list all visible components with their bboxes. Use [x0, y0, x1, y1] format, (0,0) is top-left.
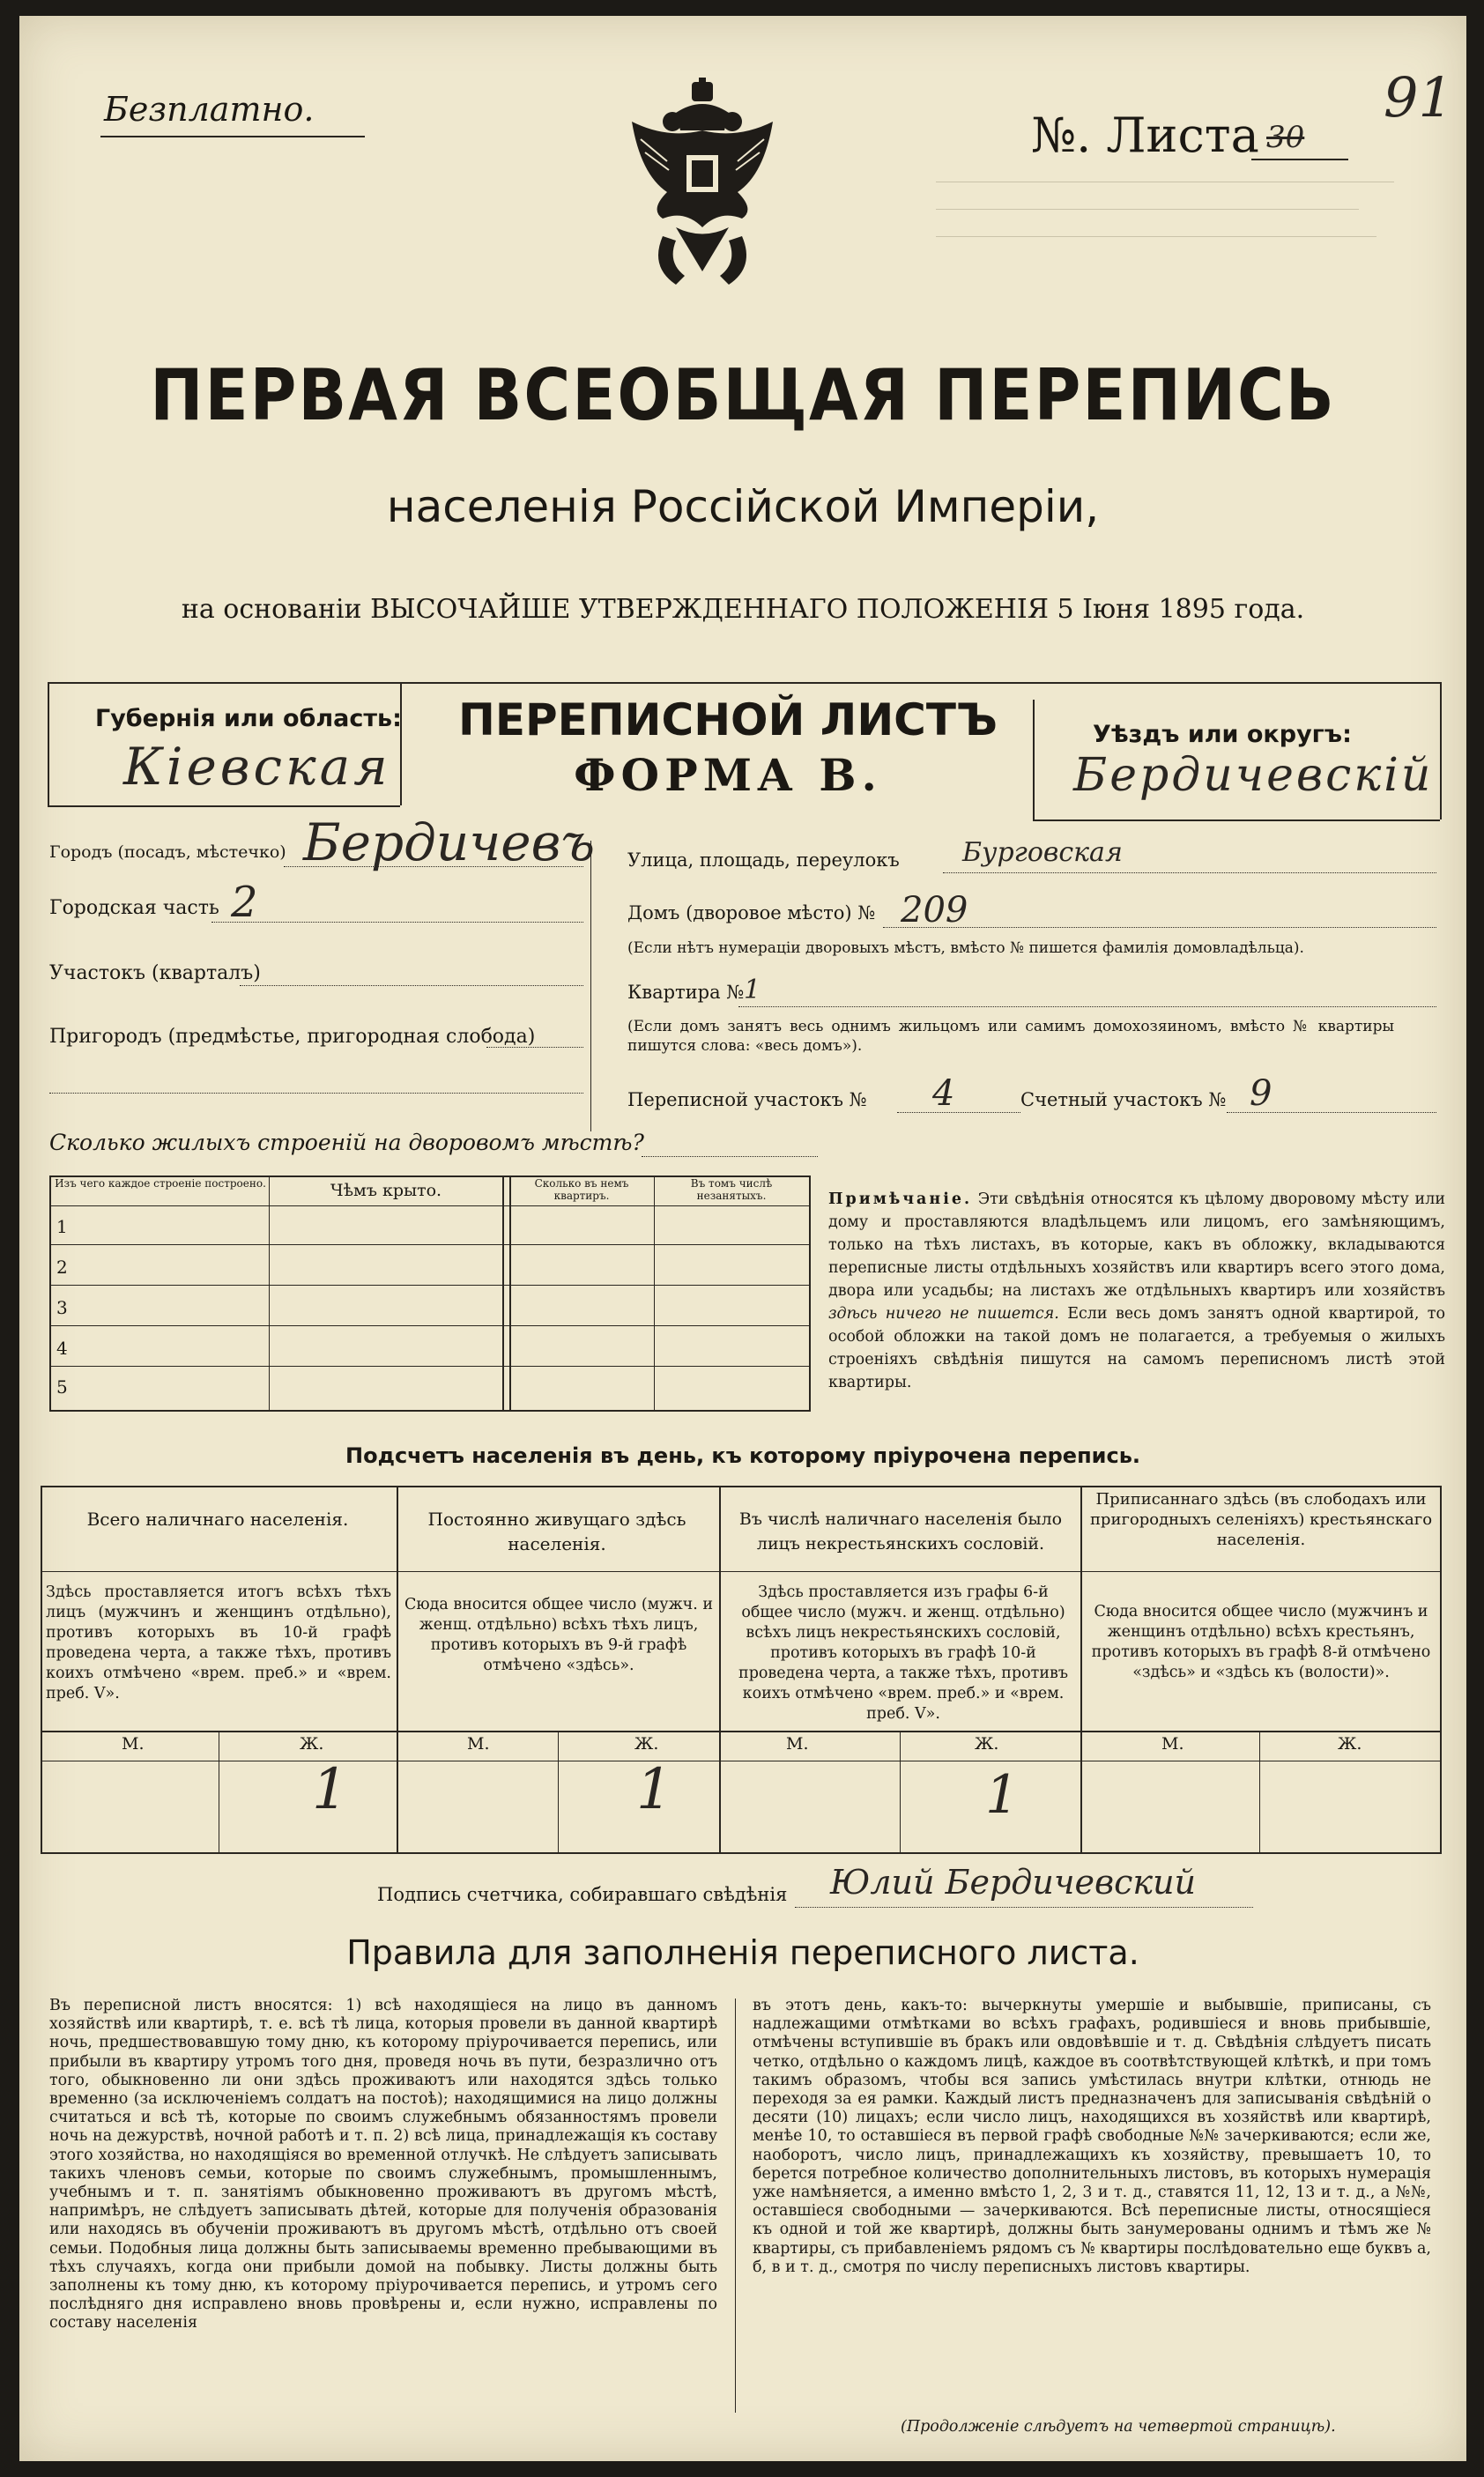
- rules-right-column: въ этотъ день, какъ-то: вычеркнуты умершіе и выбывшіе, приписаны, съ надлежащими отмѣтками во всѣхъ графахъ, родившіеся и вновь прибывшіе, отмѣчены вступившіе въ бракъ или овдовѣвшіе и т. д. Свѣдѣнія слѣдуетъ писать четко, отдѣльно о каждомъ лицѣ, каждое въ соотвѣтствующей клѣткѣ, и при томъ такимъ образомъ, чтобы вся запись умѣстилась внутри клѣтки, отнюдь не переходя за ея рамки. Каждый листъ предназначенъ для записыванія свѣдѣній о десяти (10) лицахъ; если число лицъ, находящихся въ хозяйствѣ или квартирѣ, менѣе 10, то оставшіеся въ первой графѣ свободные №№ зачеркиваются; если же, наоборотъ, число лицъ, принадлежащихъ къ хозяйству, превышаетъ 10, то берется потребное количество дополнительныхъ листовъ, въ которыхъ нумерація уже намѣняется, а именно вмѣсто 1, 2, 3 и т. д., ставятся 11, 12, 13 и т. д., а №№, оставшіеся свободными — зачеркиваются. Всѣ переписные листы, относящіеся къ одной и той же квартирѣ, должны быть занумерованы однимъ и тѣмъ же № квартиры, съ прибавленіемъ рядомъ съ № квартиры послѣдовательно еще буквъ а, б, в и т. д., смотря по числу переписныхъ листовъ квартиры.: [753, 1997, 1431, 2276]
- main-title: ПЕРВАЯ ВСЕОБЩАЯ ПЕРЕПИСЬ: [150, 352, 1336, 437]
- pop-col4-f-label: Ж.: [1338, 1734, 1362, 1754]
- census-section-label: Переписной участокъ №: [627, 1089, 867, 1110]
- pop-col3-f-value: 1: [985, 1764, 1020, 1826]
- pop-col4-m-label: М.: [1161, 1734, 1184, 1754]
- rules-title: Правила для заполненія переписного листа.: [346, 1933, 1139, 1972]
- signature-label: Подпись счетчика, собиравшаго свѣдѣнія: [377, 1884, 788, 1905]
- form-type: ФОРМА В.: [574, 749, 882, 801]
- pop-col4-header: Приписаннаго здѣсь (въ слободахъ или пригородныхъ селеніяхъ) крестьянскаго населенія.: [1089, 1490, 1433, 1549]
- street-value: Бурговская: [962, 837, 1123, 868]
- note-text-italic: здѣсь ничего не пишется.: [828, 1305, 1059, 1323]
- census-section-value: 4: [932, 1073, 955, 1114]
- city-part-value: 2: [231, 878, 258, 927]
- apartment-value: 1: [744, 975, 761, 1005]
- suburb-label: Пригородъ (предмѣстье, пригородная слобода): [49, 1026, 536, 1048]
- pop-col3-header: Въ числѣ наличнаго населенія было лицъ некрестьянскихъ сословій.: [738, 1509, 1063, 1554]
- rules-continued: (Продолженіе слѣдуетъ на четвертой страницѣ).: [901, 2418, 1336, 2436]
- pop-col1-body: Здѣсь проставляется итогъ всѣхъ тѣхъ лицъ (мужчинъ и женщинъ отдѣльно), противъ которыхъ въ 10-й графѣ проведена черта, а также тѣхъ, противъ коихъ отмѣчено «врем. преб.» и «врем. преб. V».: [46, 1583, 391, 1702]
- district-label: Уѣздъ или округъ:: [1093, 721, 1352, 748]
- population-title: Подсчетъ населенія въ день, къ которому пріурочена перепись.: [345, 1443, 1140, 1468]
- count-section-value: 9: [1250, 1073, 1273, 1114]
- census-sheet: [19, 16, 1466, 2461]
- city-value: Бердичевъ: [303, 812, 596, 872]
- apartment-label: Квартира №: [627, 982, 745, 1003]
- buildings-col-apartments: Сколько въ немъ квартиръ.: [534, 1177, 629, 1202]
- note-title: Примѣчаніе.: [828, 1190, 973, 1208]
- city-label: Городъ (посадъ, мѣстечко): [49, 842, 286, 862]
- pop-col3-m-label: М.: [786, 1734, 809, 1754]
- street-label: Улица, площадь, переулокъ: [627, 849, 900, 871]
- pop-col1-m-label: М.: [122, 1734, 145, 1754]
- pop-col1-f-label: Ж.: [300, 1734, 324, 1754]
- buildings-row-1: 1: [56, 1216, 68, 1237]
- rules-left-column: Въ переписной листъ вносятся: 1) всѣ находящіеся на лицо въ данномъ хозяйствѣ или квартирѣ, т. е. всѣ тѣ лица, которыя провели въ данной квартирѣ ночь, предшествовавшую тому дню, къ которому пріурочивается перепись, или прибыли въ квартиру утромъ того дня, проведя ночь въ пути, безразлично отъ того, обыкновенно ли они здѣсь проживаютъ или находятся здѣсь только временно (за исключеніемъ солдатъ на постоѣ); находящимися на лицо должны считаться и всѣ тѣ, которые по своимъ служебнымъ обязанностямъ провели ночь на дежурствѣ, ночной работѣ и т. п. 2) всѣ лица, принадлежащія къ составу этого хозяйства, но находящіяся во временной отлучкѣ. Не слѣдуетъ записывать такихъ членовъ семьи, которые по своимъ служебнымъ, промышленнымъ, учебнымъ и т. п. занятіямъ обыкновенно проживаютъ въ другомъ мѣстѣ, напримѣръ, не слѣдуетъ записывать дѣтей, которые для полученія образованія или находясь въ обученіи проживаютъ въ другомъ мѣстѣ, отдѣльно отъ своей семьи. Подобныя лица должны быть записываемы временно пребывающими въ тѣхъ случаяхъ, когда они прибыли домой на побывку. Листы должны быть заполнены къ тому дню, къ которому пріурочивается перепись, и утромъ сего послѣдняго дня исправлено вновь провѣрены и, если нужно, исправлены по составу населенія: [49, 1997, 717, 2332]
- buildings-col-vacant: Въ томъ числѣ незанятыхъ.: [690, 1177, 773, 1202]
- pop-col1-f-value: 1: [312, 1757, 348, 1822]
- note-text-b: Если весь домъ занятъ одной квартирой, то особой обложки на такой домъ не полагается, а требуемыя о жилыхъ строеніяхъ свѣдѣнія пишутся на самомъ переписномъ листѣ этой квартиры.: [828, 1305, 1445, 1391]
- pop-col2-f-label: Ж.: [634, 1734, 659, 1754]
- buildings-question: Сколько жилыхъ строеній на дворовомъ мѣстѣ?: [49, 1130, 644, 1155]
- count-section-label: Счетный участокъ №: [1020, 1089, 1227, 1110]
- buildings-row-3: 3: [56, 1297, 68, 1318]
- form-name: ПЕРЕПИСНОЙ ЛИСТЪ: [458, 694, 998, 745]
- city-part-label: Городская часть: [49, 897, 219, 919]
- basis-line: на основаніи ВЫСОЧАЙШЕ УТВЕРЖДЕННАГО ПОЛОЖЕНІЯ 5 Іюня 1895 года.: [181, 594, 1305, 625]
- house-note: (Если нѣтъ нумераціи дворовыхъ мѣстъ, вмѣсто № пишется фамилія домовладѣльца).: [627, 939, 1304, 957]
- note-text-a: Эти свѣдѣнія относятся къ цѣлому дворовому мѣсту или дому и проставляются владѣльцемъ или лицомъ, его замѣняющимъ, только на тѣхъ листахъ, въ которые, какъ въ обложку, вкладываются переписные листы отдѣльныхъ хозяйствъ или квартиръ всего этого дома, двора или усадьбы; на листахъ же отдѣльныхъ квартиръ или хозяйствъ: [828, 1190, 1445, 1300]
- pop-col3-f-label: Ж.: [975, 1734, 999, 1754]
- free-label: Безплатно.: [104, 90, 315, 129]
- imperial-eagle-emblem: [614, 78, 790, 298]
- corner-archive-number: 91: [1384, 65, 1453, 130]
- pop-col2-header: Постоянно живущаго здѣсь населенія.: [427, 1509, 686, 1554]
- buildings-row-5: 5: [56, 1376, 68, 1398]
- quarter-label: Участокъ (кварталъ): [49, 962, 261, 984]
- bleed-through: [936, 164, 1429, 314]
- buildings-col-material: Изъ чего каждое строеніе построено.: [55, 1177, 266, 1190]
- buildings-row-2: 2: [56, 1257, 68, 1278]
- district-value: Бердичевскій: [1073, 749, 1434, 802]
- sheet-number-value: 30: [1266, 120, 1305, 155]
- pop-col1-header: Всего наличнаго населенія.: [86, 1509, 349, 1530]
- sheet-number-label: №. Листа: [1031, 108, 1259, 163]
- buildings-table: [49, 1175, 811, 1412]
- pop-col2-m-label: М.: [467, 1734, 490, 1754]
- subtitle: населенія Россійской Имперіи,: [386, 481, 1100, 532]
- pop-col3-body: Здѣсь проставляется изъ графы 6-й общее число (мужч. и женщ. отдѣльно) всѣхъ лицъ некрестьянскихъ сословій, противъ которыхъ въ графѣ 10-й проведена черта, а также тѣхъ, противъ коихъ отмѣчено «врем. преб.» и «врем. преб. V».: [738, 1583, 1068, 1723]
- pop-col2-body: Сюда вносится общее число (мужч. и женщ. отдѣльно) всѣхъ тѣхъ лицъ, противъ которыхъ въ 9-й графѣ отмѣчено «здѣсь».: [404, 1596, 714, 1674]
- house-value: 209: [901, 890, 968, 931]
- buildings-col-roof: Чѣмъ крыто.: [330, 1181, 442, 1200]
- signature-value: Юлий Бердичевский: [830, 1863, 1197, 1902]
- house-label: Домъ (дворовое мѣсто) №: [627, 902, 876, 923]
- buildings-row-4: 4: [56, 1338, 68, 1359]
- note-block: [828, 1188, 1445, 1394]
- province-label: Губернія или область:: [95, 705, 402, 732]
- apartment-note: (Если домъ занятъ весь однимъ жильцомъ или самимъ домохозяиномъ, вмѣсто № квартиры пишутся слова: «весь домъ»).: [627, 1018, 1394, 1055]
- pop-col4-body: Сюда вносится общее число (мужчинъ и женщинъ отдѣльно) всѣхъ крестьянъ, противъ которыхъ въ графѣ 8-й отмѣчено «здѣсь» и «здѣсь къ (волости)».: [1091, 1603, 1431, 1681]
- province-value: Кіевская: [123, 737, 391, 797]
- pop-col2-f-value: 1: [636, 1757, 672, 1822]
